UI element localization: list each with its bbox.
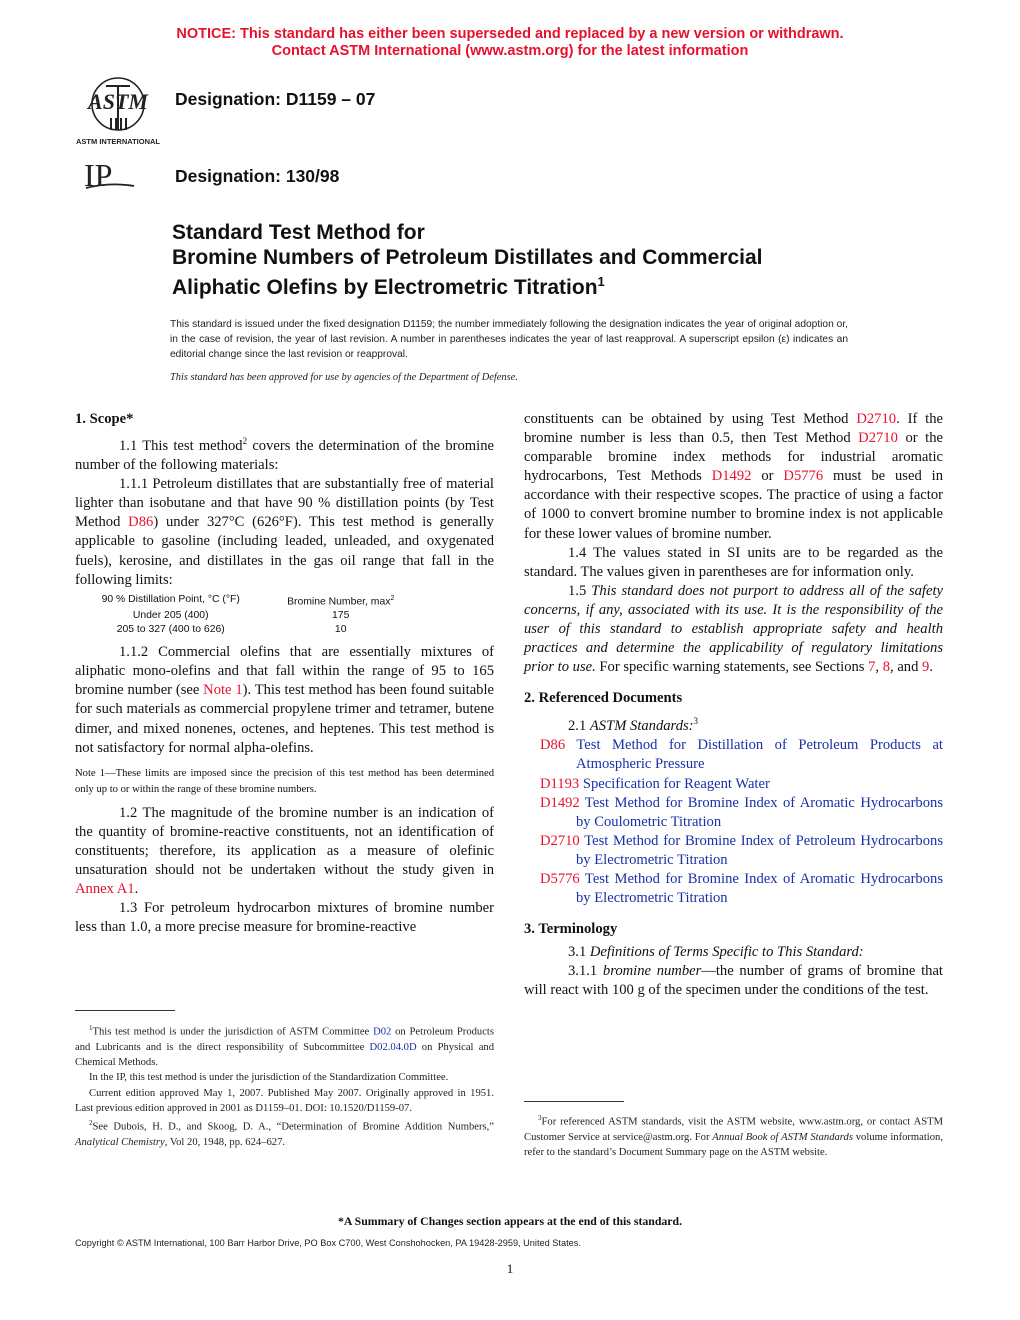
- reference-d1492[interactable]: D1492 Test Method for Bromine Index of Aromatic Hydrocarbons by Coulometric Titration: [540, 794, 943, 830]
- link-section-9[interactable]: 9: [922, 659, 930, 676]
- para-2-1: 2.1 ASTM Standards:$^3$: [568, 716, 699, 735]
- terminology-heading: 3. Terminology: [524, 921, 618, 938]
- para-1-4: 1.4 The values stated in SI units are to be regarded as the standard. The values given in parentheses are for information only.: [524, 544, 943, 580]
- ip-logo: [82, 158, 136, 192]
- left-column: [75, 410, 494, 937]
- table-row: 205 to 327 (400 to 626) 10: [116, 624, 347, 636]
- footnote-2: $^2$See Dubois, H. D., and Skoog, D. A., “Determination of Bromine Addition Numbers,” Analytical Chemistry, Vol 20, 1948, pp. 624–627.: [75, 1119, 494, 1149]
- note-1: Note 1—These limits are imposed since the precision of this test method has been determined only up to or within the range of these bromine numbers.: [75, 767, 494, 795]
- title-line-1: Standard Test Method for: [172, 221, 425, 244]
- para-1-3: 1.3 For petroleum hydrocarbon mixtures of bromine number less than 1.0, a more precise measure for bromine-reactive: [75, 900, 494, 936]
- reference-d2710[interactable]: D2710 Test Method for Bromine Index of Petroleum Hydrocarbons by Electrometric Titration: [540, 832, 943, 868]
- left-footnotes: [75, 1021, 494, 1150]
- reference-d5776[interactable]: D5776 Test Method for Bromine Index of Aromatic Hydrocarbons by Electrometric Titration: [540, 871, 943, 907]
- reference-d1193[interactable]: D1193 Specification for Reagent Water: [540, 775, 770, 792]
- link-d02-04-0d[interactable]: D02.04.0D: [369, 1041, 417, 1053]
- reference-d86[interactable]: D86 Test Method for Distillation of Petroleum Products at Atmospheric Pressure: [540, 737, 943, 773]
- preamble: This standard is issued under the fixed designation D1159; the number immediately following the designation indicates the year of original adoption or, in the case of revision, the year of last revision. A number in parentheses indicates the year of last reapproval. A superscript epsilon (ε) indicates an editorial change since the last revision or reapproval.: [170, 319, 848, 361]
- svg-text:IP: IP: [84, 158, 113, 192]
- link-section-8[interactable]: 8: [882, 659, 891, 676]
- footnote-3: $^3$For referenced ASTM standards, visit the ASTM website, www.astm.org, or contact ASTM Customer Service at service@astm.org. For Annual Book of ASTM Standards volume information, refer to the standard’s Document Summary page on the ASTM website.: [524, 1114, 943, 1159]
- link-section-7[interactable]: 7: [868, 659, 876, 676]
- scope-heading: 1. Scope*: [75, 411, 134, 427]
- limits-table: [75, 592, 415, 637]
- link-d5776[interactable]: D5776: [783, 468, 824, 485]
- svg-text:ASTM: ASTM: [88, 89, 148, 114]
- limits-header-distillation: 90 % Distillation Point, °C (°F): [101, 594, 240, 606]
- para-1-1-1: 1.1.1 Petroleum distillates that are substantially free of material lighter than isobutane and that have 90 % distillation points (by Test Method D86) under 327°C (626°F). This test method is generally applicable to gasoline (including leaded, unleaded, and oxygenated fuels), kerosine, and distillates in the gas oil range that fall in the following limits:: [75, 476, 494, 588]
- para-1-1: 1.1 This test method$^2$ covers the determination of the bromine number of the following materials:: [75, 436, 494, 474]
- link-d86[interactable]: D86: [128, 514, 154, 531]
- link-d02[interactable]: D02: [373, 1026, 392, 1038]
- title-line-2: Bromine Numbers of Petroleum Distillates and Commercial: [172, 245, 763, 269]
- link-d1492[interactable]: D1492: [711, 468, 752, 485]
- para-1-3-continued: constituents can be obtained by using Test Method D2710. If the bromine number is less than 0.5, then Test Method D2710 or the comparable bromine index methods for industrial aromatic hydrocarbons, Test Methods D1492 or D5776 must be used in accordance with their respective scopes. The practice of using a factor of 1000 to convert bromine number to bromine index is not applicable for these lower values of bromine number.: [524, 411, 943, 542]
- astm-logo: [76, 74, 160, 148]
- summary-of-changes-note: *A Summary of Changes section appears at the end of this standard.: [337, 1214, 683, 1228]
- limits-header-bromine: Bromine Number, $\max^2$: [287, 594, 395, 608]
- title-line-3: Aliphatic Olefins by Electrometric Titration$^1$: [172, 274, 605, 299]
- referenced-documents-heading: 2. Referenced Documents: [524, 690, 683, 707]
- copyright: Copyright © ASTM International, 100 Barr Harbor Drive, PO Box C700, West Conshohocken, PA 19428-2959, United States.: [75, 1238, 581, 1248]
- footnote-rule-left: [75, 1010, 175, 1011]
- link-note-1[interactable]: Note 1: [203, 682, 243, 699]
- link-d2710[interactable]: D2710: [856, 411, 897, 427]
- document-title: [172, 221, 872, 301]
- notice-line-2: Contact ASTM International (www.astm.org) for the latest information: [271, 42, 749, 59]
- astm-designation: Designation: D1159 – 07: [175, 89, 376, 109]
- para-1-1-2: 1.1.2 Commercial olefins that are essentially mixtures of aliphatic mono-olefins and that fall within the range of 95 to 165 bromine number (see Note 1). This test method has been found suitable for such materials as commercial propylene trimer and tetramer, butene dimer, and mixed nonenes, octenes, and heptenes. This test method is not satisfactory for normal alpha-olefins.: [75, 644, 494, 756]
- footnote-1-ip: In the IP, this test method is under the jurisdiction of the Standardization Committee.: [89, 1072, 449, 1084]
- footnote-rule-right: [524, 1101, 624, 1102]
- table-row: Under 205 (400) 175: [132, 610, 350, 622]
- right-footnotes: [524, 1111, 943, 1160]
- svg-text:ASTM INTERNATIONAL: ASTM INTERNATIONAL: [76, 137, 160, 146]
- link-d2710[interactable]: D2710: [858, 430, 898, 447]
- footnote-1: $^1$This test method is under the jurisdiction of ASTM Committee D02 on Petroleum Products and Lubricants and is the direct responsibility of Subcommittee D02.04.0D on Physical and Chemical Methods.: [75, 1024, 494, 1069]
- ip-designation: Designation: 130/98: [175, 166, 340, 186]
- para-1-5: 1.5 This standard does not purport to address all of the safety concerns, if any, associated with its use. It is the responsibility of the user of this standard to establish appropriate safety and health practices and determine the applicability of regulatory limitations prior to use. For specific warning statements, see Sections 7, 8, and 9.: [524, 582, 943, 676]
- notice-line-1: NOTICE: This standard has either been superseded and replaced by a new version or withdrawn.: [176, 26, 844, 42]
- para-3-1: 3.1 Definitions of Terms Specific to This Standard:: [568, 944, 864, 961]
- footnote-1-edition: Current edition approved May 1, 2007. Published May 2007. Originally approved in 1951. Last previous edition approved in 2001 as D1159–01. DOI: 10.1520/D1159-07.: [75, 1087, 494, 1115]
- title-footnote-ref[interactable]: 1: [597, 274, 605, 289]
- withdrawal-notice: [0, 26, 1020, 59]
- para-1-2: 1.2 The magnitude of the bromine number is an indication of the quantity of bromine-reactive constituents, not an identification of constituents; therefore, its application as a measure of olefinic unsaturation should not be undertaken without the study given in Annex A1.: [75, 804, 494, 898]
- right-column: [524, 410, 943, 1001]
- dod-approval: This standard has been approved for use by agencies of the Department of Defense.: [170, 372, 518, 383]
- page-number: 1: [506, 1261, 514, 1276]
- link-annex-a1[interactable]: Annex A1: [75, 881, 135, 898]
- para-3-1-1: 3.1.1 bromine number—the number of grams of bromine that will react with 100 g of the specimen under the conditions of the test.: [524, 963, 943, 999]
